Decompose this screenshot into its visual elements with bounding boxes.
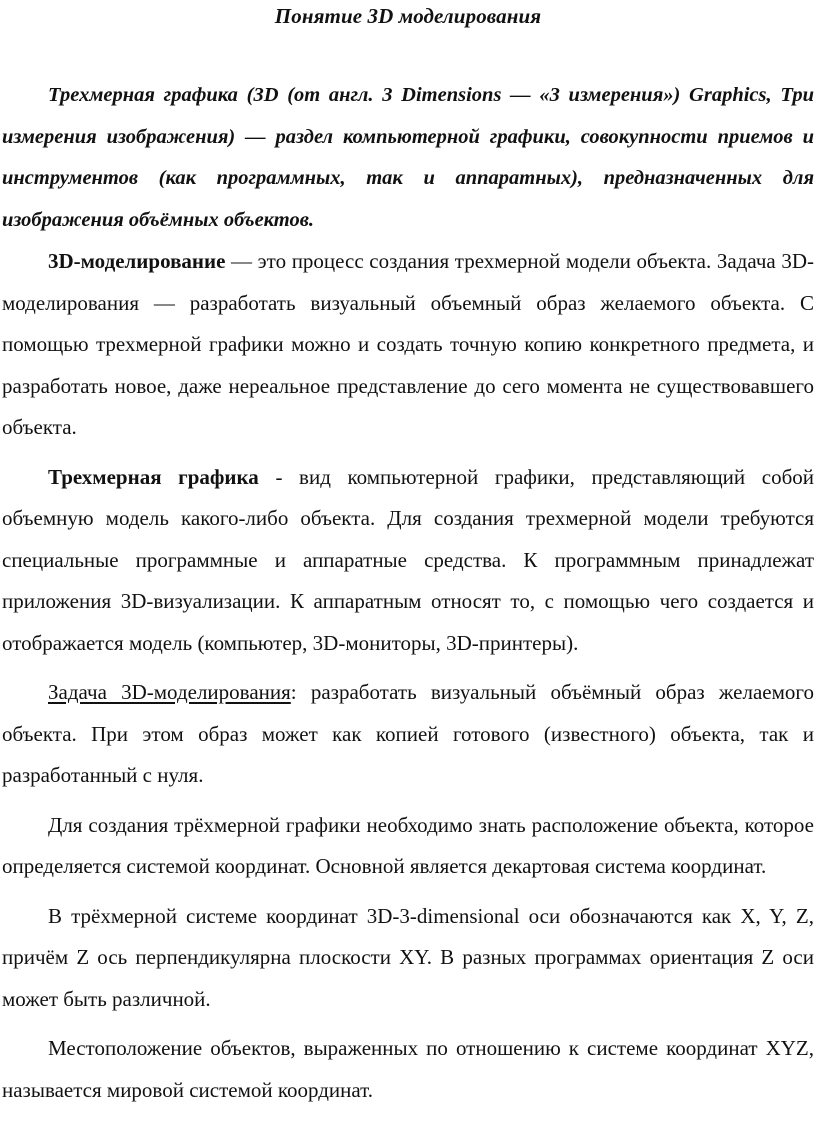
paragraph-modeling-task-text: : разработать визуальный объёмный образ желаемого объекта. При этом образ может как копией готового (известного) объекта, так и разработанный с нуля. [2,680,814,787]
paragraph-world-coordinates: Местоположение объектов, выраженных по отношению к системе координат XYZ, называется мировой системой координат. [2,1036,814,1102]
paragraph-3d-graphics [2,457,814,665]
paragraph-modeling-task [2,672,814,797]
paragraph-3d-modeling [2,241,814,449]
term-3d-modeling: 3D-моделирование [48,249,226,273]
paragraph-3d-modeling-text: — это процесс создания трехмерной модели объекта. Задача 3D-моделирования — разработать визуальный объемный образ желаемого объекта. С помощью трехмерной графики можно и создать точную копию конкретного предмета, и разработать новое, даже нереальное представление до сего момента не существовавшего объекта. [2,249,814,439]
intro-paragraph: Трехмерная графика (3D (от англ. 3 Dimensions — «3 измерения») Graphics, Три измерения изображения) — раздел компьютерной графики, совокупности приемов и инструментов (как программных, так и аппаратных), предназначенных для изображения объёмных объектов. [2,84,814,231]
paragraph-axes: В трёхмерной системе координат 3D-3-dimensional оси обозначаются как X, Y, Z, причём Z ось перпендикулярна плоскости XY. В разных программах ориентация Z оси может быть различной. [2,903,814,1011]
paragraph-3d-graphics-text: - вид компьютерной графики, представляющий собой объемную модель какого-либо объекта. Для создания трехмерной модели требуются специальные программные и аппаратные средства. К программным принадлежат приложения 3D-визуализации. К аппаратным относят то, с помощью чего создается и отображается модель (компьютер, 3D-мониторы, 3D-принтеры). [2,464,814,655]
term-3d-graphics: Трехмерная графика [48,464,259,489]
paragraph-coordinate-system: Для создания трёхмерной графики необходимо знать расположение объекта, которое определяется системой координат. Основной является декартовая система координат. [2,812,814,878]
page-title: Понятие 3D моделирования [274,4,542,28]
modeling-task-heading: Задача 3D-моделирования [48,680,291,704]
